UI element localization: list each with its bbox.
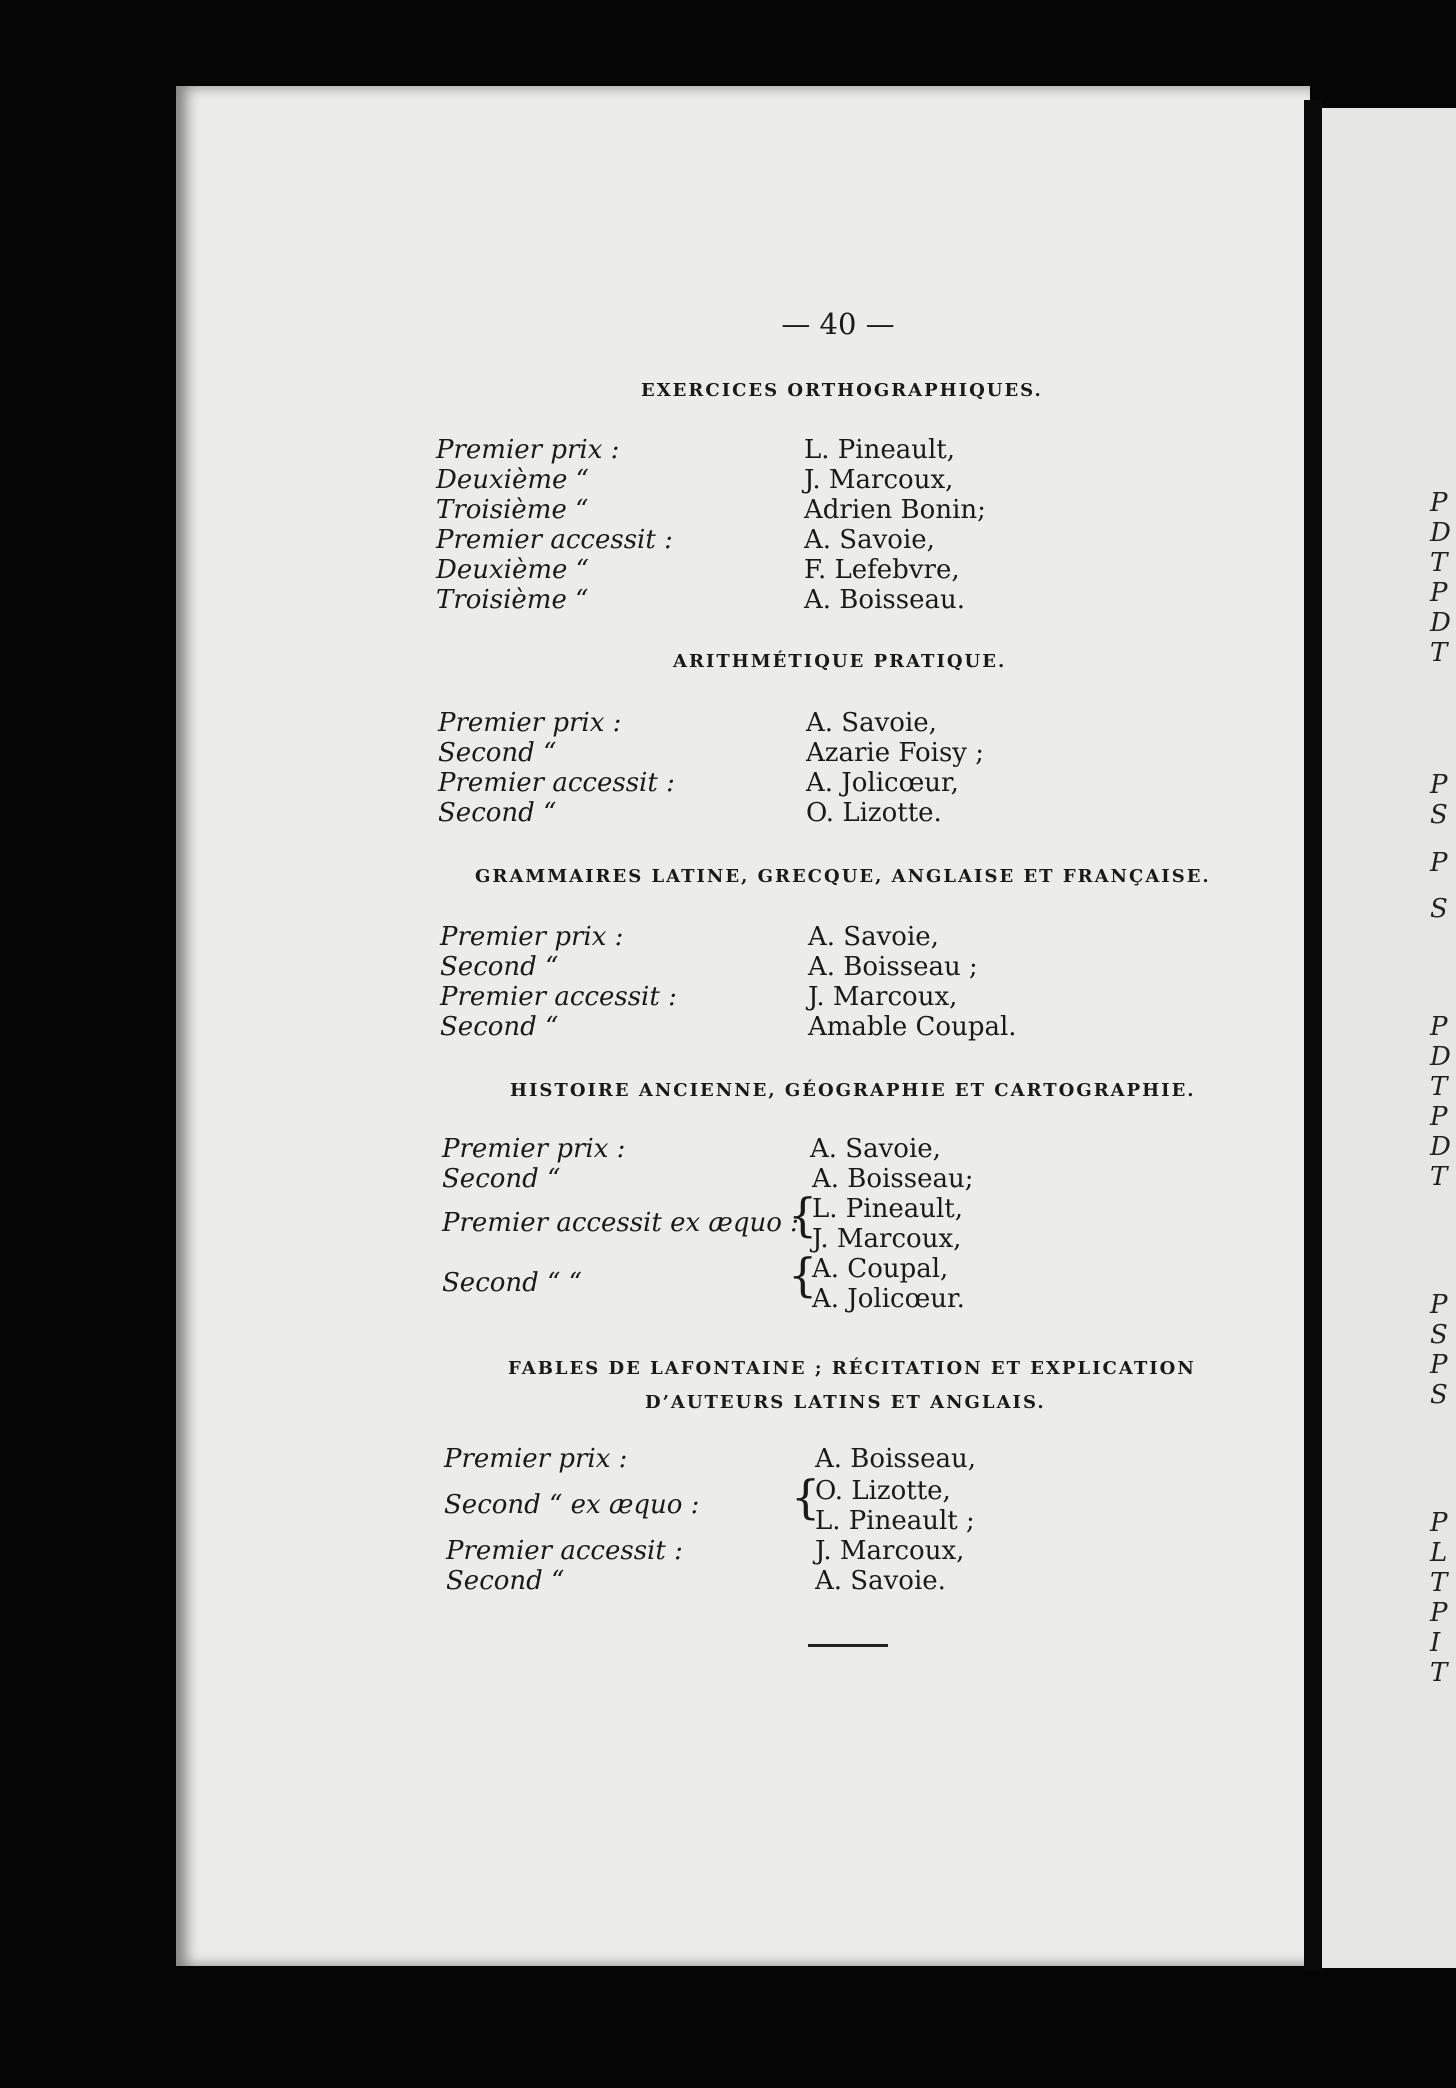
- facing-page-fragment: S: [1430, 800, 1448, 830]
- award-label: Second “: [438, 798, 557, 828]
- recipient-name: A. Boisseau,: [815, 1444, 976, 1474]
- closing-rule: [808, 1644, 888, 1647]
- recipient-name: A. Savoie.: [815, 1566, 946, 1596]
- facing-page-fragment: P: [1430, 1350, 1448, 1380]
- award-label: Deuxième “: [436, 465, 589, 495]
- award-label: Second “ ex æquo :: [444, 1490, 700, 1520]
- facing-page-fragment: D: [1430, 518, 1451, 548]
- award-label: Second “: [442, 1164, 561, 1194]
- section-heading: GRAMMAIRES LATINE, GRECQUE, ANGLAISE ET FRANÇAISE.: [475, 866, 1211, 887]
- award-label: Second “: [438, 738, 557, 768]
- facing-page-fragment: T: [1430, 1162, 1448, 1192]
- recipient-name: O. Lizotte,: [815, 1476, 951, 1506]
- award-label: Premier prix :: [442, 1134, 626, 1164]
- page-gutter: [1304, 100, 1322, 1970]
- award-label: Troisième “: [436, 585, 589, 615]
- recipient-name: A. Jolicœur.: [812, 1284, 965, 1314]
- page-number: — 40 —: [781, 307, 895, 341]
- facing-page-fragment: P: [1430, 770, 1448, 800]
- facing-page-fragment: T: [1430, 1072, 1448, 1102]
- facing-page-fragment: T: [1430, 1658, 1448, 1688]
- facing-page-fragment: S: [1430, 894, 1448, 924]
- recipient-name: O. Lizotte.: [806, 798, 942, 828]
- book-page: [176, 86, 1310, 1966]
- facing-page-fragment: D: [1430, 1042, 1451, 1072]
- award-label: Premier prix :: [444, 1444, 628, 1474]
- award-label: Premier accessit :: [436, 525, 673, 555]
- facing-page-fragment: I: [1430, 1628, 1441, 1658]
- recipient-name: J. Marcoux,: [808, 982, 958, 1012]
- recipient-name: J. Marcoux,: [812, 1224, 962, 1254]
- facing-page-fragment: T: [1430, 638, 1448, 668]
- facing-page-fragment: P: [1430, 1290, 1448, 1320]
- recipient-name: A. Boisseau;: [812, 1164, 974, 1194]
- facing-page-fragment: P: [1430, 1102, 1448, 1132]
- recipient-name: Amable Coupal.: [808, 1012, 1017, 1042]
- ex-aequo-brace: {: [788, 1188, 818, 1242]
- facing-page-fragment: P: [1430, 578, 1448, 608]
- recipient-name: L. Pineault,: [804, 435, 956, 465]
- section-heading: HISTOIRE ANCIENNE, GÉOGRAPHIE ET CARTOGRAPHIE.: [510, 1080, 1196, 1101]
- recipient-name: Azarie Foisy ;: [806, 738, 985, 768]
- award-label: Second “ “: [442, 1268, 582, 1298]
- award-label: Premier prix :: [438, 708, 622, 738]
- recipient-name: J. Marcoux,: [815, 1536, 965, 1566]
- facing-page-fragment: D: [1430, 608, 1451, 638]
- recipient-name: A. Boisseau ;: [808, 952, 978, 982]
- recipient-name: F. Lefebvre,: [804, 555, 960, 585]
- recipient-name: L. Pineault ;: [815, 1506, 975, 1536]
- facing-page-fragment: S: [1430, 1380, 1448, 1410]
- section-heading: ARITHMÉTIQUE PRATIQUE.: [673, 651, 1007, 672]
- recipient-name: A. Savoie,: [810, 1134, 941, 1164]
- facing-page-fragment: P: [1430, 848, 1448, 878]
- award-label: Premier accessit ex æquo :: [442, 1208, 799, 1238]
- award-label: Troisième “: [436, 495, 589, 525]
- facing-page-fragment: P: [1430, 1508, 1448, 1538]
- facing-page-fragment: P: [1430, 1598, 1448, 1628]
- facing-page-fragment: S: [1430, 1320, 1448, 1350]
- recipient-name: J. Marcoux,: [804, 465, 954, 495]
- award-label: Premier prix :: [440, 922, 624, 952]
- ex-aequo-brace: {: [788, 1248, 818, 1302]
- recipient-name: Adrien Bonin;: [804, 495, 986, 525]
- recipient-name: A. Savoie,: [806, 708, 937, 738]
- facing-page-fragment: P: [1430, 488, 1448, 518]
- facing-page-fragment: T: [1430, 548, 1448, 578]
- award-label: Deuxième “: [436, 555, 589, 585]
- facing-page-fragment: D: [1430, 1132, 1451, 1162]
- recipient-name: A. Coupal,: [812, 1254, 949, 1284]
- facing-page-fragment: T: [1430, 1568, 1448, 1598]
- award-label: Premier prix :: [436, 435, 620, 465]
- award-label: Premier accessit :: [446, 1536, 683, 1566]
- recipient-name: A. Savoie,: [808, 922, 939, 952]
- ex-aequo-brace: {: [791, 1470, 821, 1524]
- section-heading: FABLES DE LAFONTAINE ; RÉCITATION ET EXPLICATION: [508, 1358, 1196, 1379]
- recipient-name: A. Savoie,: [804, 525, 935, 555]
- award-label: Premier accessit :: [438, 768, 675, 798]
- recipient-name: A. Jolicœur,: [806, 768, 959, 798]
- section-heading-continued: D’AUTEURS LATINS ET ANGLAIS.: [645, 1392, 1046, 1413]
- recipient-name: L. Pineault,: [812, 1194, 964, 1224]
- award-label: Second “: [446, 1566, 565, 1596]
- award-label: Second “: [440, 1012, 559, 1042]
- recipient-name: A. Boisseau.: [804, 585, 965, 615]
- award-label: Premier accessit :: [440, 982, 677, 1012]
- section-heading: EXERCICES ORTHOGRAPHIQUES.: [641, 380, 1043, 401]
- facing-page-fragment: L: [1430, 1538, 1448, 1568]
- facing-page-fragment: P: [1430, 1012, 1448, 1042]
- award-label: Second “: [440, 952, 559, 982]
